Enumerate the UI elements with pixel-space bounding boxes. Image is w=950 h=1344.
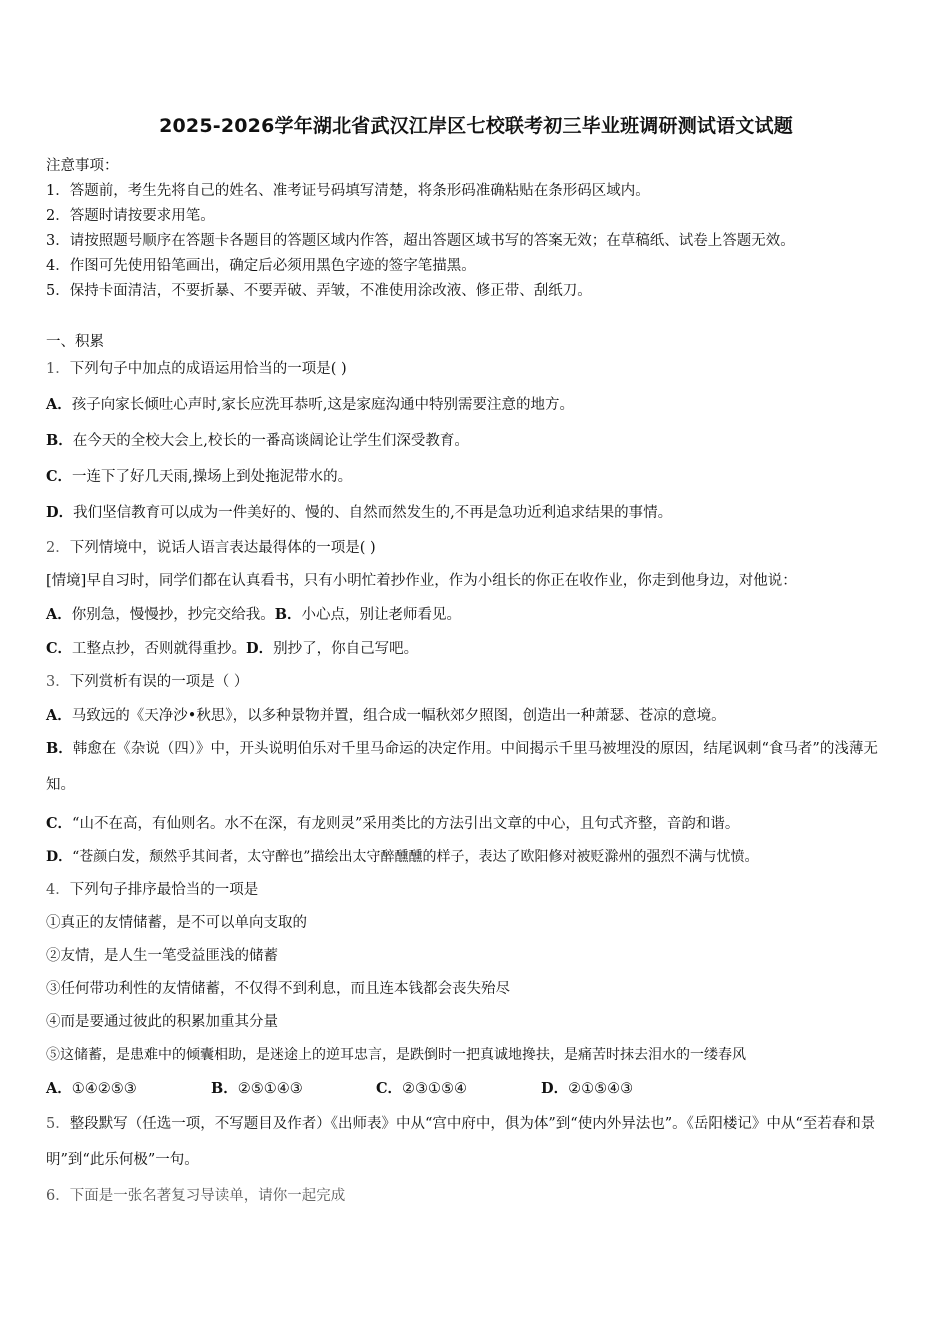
choice-label: B． (211, 1080, 238, 1097)
option-text: 你别急，慢慢抄，抄完交给我。 (71, 607, 275, 623)
option-label: C． (46, 468, 73, 485)
question-stem: 下列赏析有误的一项是（ ） (69, 674, 249, 690)
option-text: 孩子向家长倾吐心声时,家长应洗耳恭听,这是家庭沟通中特别需要注意的地方。 (71, 397, 574, 413)
sentence-item: ①真正的友情储蓄，是不可以单向支取的 (46, 915, 307, 931)
question-number: 5． (46, 1116, 70, 1132)
options-row (46, 602, 906, 628)
notice-item: 4．作图可先使用铅笔画出，确定后必须用黑色字迹的签字笔描黑。 (46, 258, 476, 274)
option-label: B． (274, 606, 302, 623)
question-stem: 下列情境中，说话人语言表达最得体的一项是( ) (69, 540, 376, 556)
choice-text: ①④②⑤③ (71, 1081, 137, 1097)
option-text: “苍颜白发，颓然乎其间者，太守醉也”描绘出太守醉醺醺的样子，表达了欧阳修对被贬滁州的强烈不满与忧愤。 (72, 849, 759, 865)
option-label: B． (46, 740, 73, 757)
option-text: 工整点抄，否则就得重抄。 (72, 641, 247, 657)
question-1 (46, 357, 906, 382)
notice-block (46, 154, 906, 304)
option-text: 我们坚信教育可以成为一件美好的、慢的、自然而然发生的,不再是急功近利追求结果的事情。 (73, 505, 673, 521)
option-label: A． (46, 396, 72, 413)
question-number: 4． (46, 882, 70, 898)
choice-c (376, 1076, 541, 1102)
option-text: 马致远的《天净沙•秋思》，以多种景物并置，组合成一幅秋郊夕照图，创造出一种萧瑟、苍凉的意境。 (71, 708, 726, 724)
notice-item: 1．答题前，考生先将自己的姓名、准考证号码填写清楚，将条形码准确粘贴在条形码区域内。 (46, 183, 650, 199)
option-text: 韩愈在《杂说（四）》中，开头说明伯乐对千里马命运的决定作用。中间揭示千里马被埋没的原因，结尾讽刺“食马者”的浅薄无知。 (46, 741, 878, 793)
choice-a (46, 1076, 211, 1102)
option-a (46, 392, 906, 418)
option-text: 在今天的全校大会上,校长的一番高谈阔论让学生们深受教育。 (72, 433, 469, 449)
option-label: D． (46, 504, 74, 521)
option-label: A． (46, 606, 72, 623)
sentence-item: ③任何带功利性的友情储蓄，不仅得不到利息，而且连本钱都会丧失殆尽 (46, 981, 510, 997)
notice-item: 3．请按照题号顺序在答题卡各题目的答题区域内作答，超出答题区域书写的答案无效；在草稿纸、试卷上答题无效。 (46, 233, 795, 249)
choice-b (211, 1076, 376, 1102)
option-a (46, 703, 906, 729)
section-heading: 一、积累 (46, 334, 104, 350)
option-text: 小心点，别让老师看见。 (301, 607, 462, 623)
answer-choices (46, 1076, 906, 1102)
option-text: “山不在高，有仙则名。水不在深，有龙则灵”采用类比的方法引出文章的中心，且句式齐整，音韵和谐。 (72, 816, 740, 832)
options-row (46, 636, 906, 662)
question-3 (46, 670, 906, 695)
option-b (46, 428, 906, 454)
option-c (46, 811, 906, 837)
choice-d (541, 1076, 706, 1102)
option-c (46, 464, 906, 490)
question-6 (46, 1184, 906, 1209)
choice-text: ②⑤①④③ (237, 1081, 303, 1097)
option-d (46, 500, 906, 526)
question-number: 6． (46, 1188, 70, 1204)
question-number: 2． (46, 540, 70, 556)
question-2 (46, 536, 906, 561)
choice-text: ②①⑤④③ (568, 1081, 634, 1097)
sentence-item: ④而是要通过彼此的积累加重其分量 (46, 1014, 278, 1030)
question-4 (46, 878, 906, 903)
sentence-item: ②友情，是人生一笔受益匪浅的储蓄 (46, 948, 278, 964)
question-number: 1． (46, 361, 70, 377)
notice-heading: 注意事项： (46, 158, 119, 174)
question-5 (46, 1106, 906, 1178)
option-label: B． (46, 432, 73, 449)
question-context: [情境]早自习时，同学们都在认真看书，只有小明忙着抄作业，作为小组长的你正在收作业，你走到他身边，对他说： (46, 573, 797, 589)
option-b (46, 731, 906, 803)
question-text: 下面是一张名著复习导读单，请你一起完成 (69, 1188, 346, 1204)
question-text: 整段默写（任选一项，不写题目及作者）《出师表》中从“宫中府中，俱为体”到“使内外异法也”。《岳阳楼记》中从“至若春和景明”到“此乐何极”一句。 (46, 1116, 876, 1168)
question-number: 3． (46, 674, 70, 690)
question-stem: 下列句子排序最恰当的一项是 (69, 882, 259, 898)
sentence-item: ⑤这储蓄，是患难中的倾囊相助，是迷途上的逆耳忠言，是跌倒时一把真诚地搀扶，是痛苦时抹去泪水的一缕春风 (46, 1047, 746, 1063)
page-title: 2025-2026学年湖北省武汉江岸区七校联考初三毕业班调研测试语文试题 (159, 115, 793, 137)
option-label: C． (46, 815, 73, 832)
option-label: D． (246, 640, 274, 657)
option-label: A． (46, 707, 72, 724)
option-label: C． (46, 640, 73, 657)
choice-label: D． (541, 1080, 569, 1097)
choice-label: A． (46, 1080, 72, 1097)
option-label: D． (46, 849, 73, 865)
choice-text: ②③①⑤④ (402, 1081, 468, 1097)
option-text: 一连下了好几天雨,操场上到处拖泥带水的。 (72, 469, 353, 485)
option-text: 别抄了，你自己写吧。 (273, 641, 419, 657)
question-stem: 下列句子中加点的成语运用恰当的一项是( ) (69, 361, 347, 377)
choice-label: C． (376, 1080, 403, 1097)
notice-item: 2．答题时请按要求用笔。 (46, 208, 215, 224)
notice-item: 5．保持卡面清洁，不要折暴、不要弄破、弄皱，不准使用涂改液、修正带、刮纸刀。 (46, 283, 592, 299)
option-d (46, 845, 906, 870)
